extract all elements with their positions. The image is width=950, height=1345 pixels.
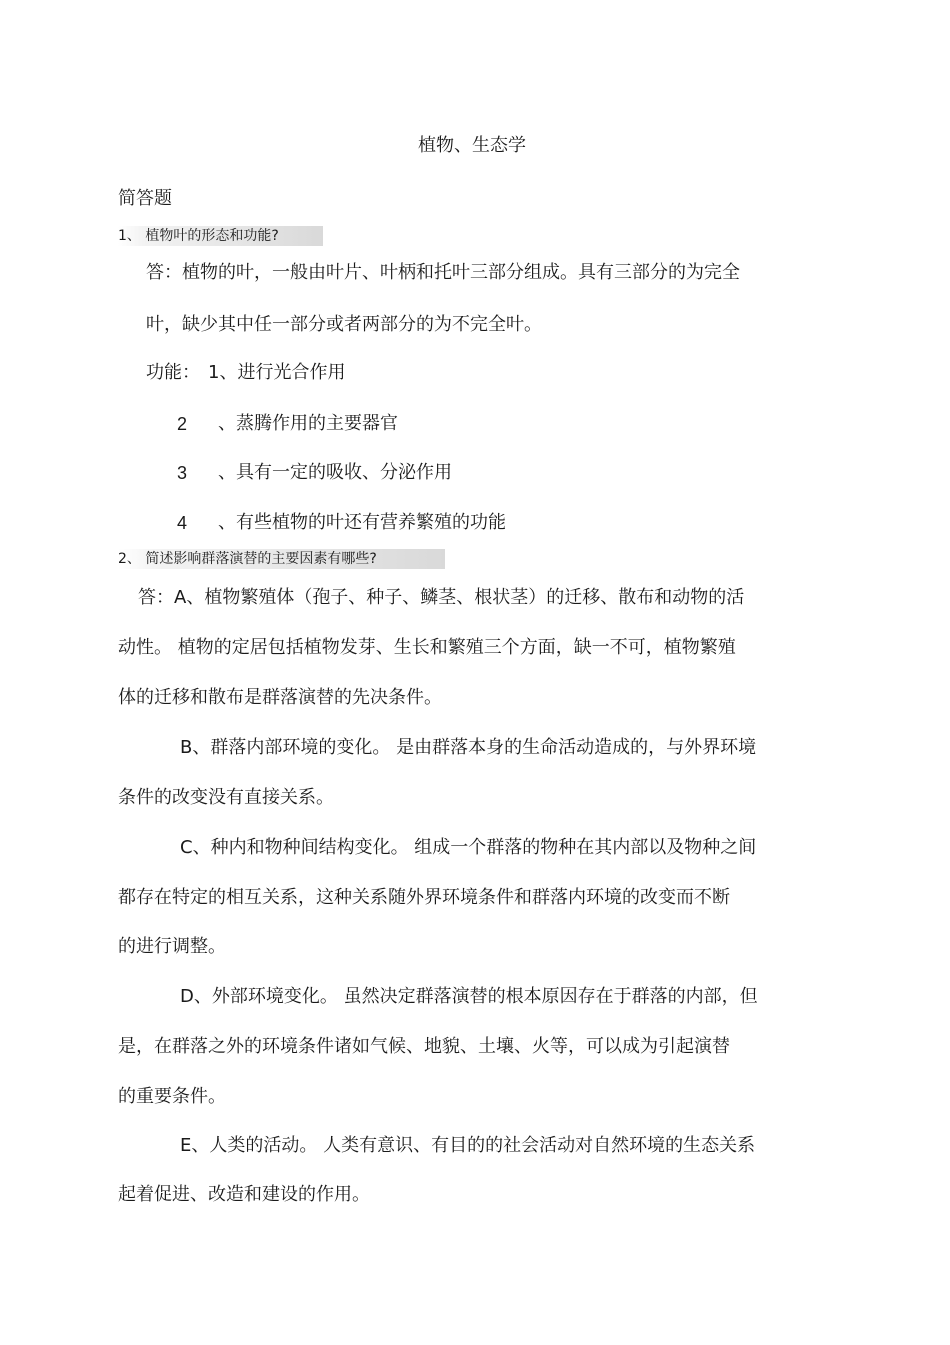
q2-answer-a-line-1: 答：A、植物繁殖体（孢子、种子、鳞茎、根状茎）的迁移、散布和动物的活: [138, 587, 745, 608]
q1-answer-line-1: 答：植物的叶，一般由叶片、叶柄和托叶三部分组成。具有三部分的为完全: [146, 262, 740, 283]
q1-function-item-2-text: 、蒸腾作用的主要器官: [218, 413, 398, 434]
q2-answer-b-line-1: B、群落内部环境的变化。 是由群落本身的生命活动造成的，与外界环境: [180, 737, 757, 758]
q1-function-item-3-number: 3: [177, 463, 188, 483]
q1-function-label: 功能：: [146, 362, 200, 383]
q2-answer-e-line-1: E、人类的活动。 人类有意识、有目的的社会活动对自然环境的生态关系: [180, 1135, 756, 1156]
question-2-label: 2、 简述影响群落演替的主要因素有哪些?: [118, 549, 445, 569]
q2-answer-a-line-3: 体的迁移和散布是群落演替的先决条件。: [118, 687, 442, 708]
q2-answer-d-line-3: 的重要条件。: [118, 1086, 226, 1107]
document-title: 植物、生态学: [418, 135, 526, 156]
q2-answer-c-line-1: C、种内和物种间结构变化。 组成一个群落的物种在其内部以及物种之间: [180, 837, 757, 858]
q2-answer-b-line-2: 条件的改变没有直接关系。: [118, 787, 334, 808]
q1-function-item-4-text: 、有些植物的叶还有营养繁殖的功能: [218, 512, 506, 533]
q2-answer-e-line-2: 起着促进、改造和建设的作用。: [118, 1184, 370, 1205]
q2-answer-d-line-2: 是，在群落之外的环境条件诸如气候、地貌、土壤、火等，可以成为引起演替: [118, 1036, 730, 1057]
q2-answer-d-line-1: D、外部环境变化。 虽然决定群落演替的根本原因存在于群落的内部，但: [180, 986, 758, 1007]
question-1-label: 1、 植物叶的形态和功能?: [118, 226, 323, 246]
q1-function-item-4-number: 4: [177, 513, 188, 533]
q2-answer-a-line-2: 动性。 植物的定居包括植物发芽、生长和繁殖三个方面，缺一不可，植物繁殖: [118, 637, 736, 658]
q1-function-item-1: 1、进行光合作用: [208, 362, 346, 383]
section-heading: 简答题: [118, 188, 172, 209]
q1-function-item-3-text: 、具有一定的吸收、分泌作用: [218, 462, 452, 483]
q1-answer-line-2: 叶，缺少其中任一部分或者两部分的为不完全叶。: [146, 314, 542, 335]
q1-function-item-2-number: 2: [177, 414, 188, 434]
q2-answer-c-line-2: 都存在特定的相互关系，这种关系随外界环境条件和群落内环境的改变而不断: [118, 887, 730, 908]
q2-answer-c-line-3: 的进行调整。: [118, 936, 226, 957]
